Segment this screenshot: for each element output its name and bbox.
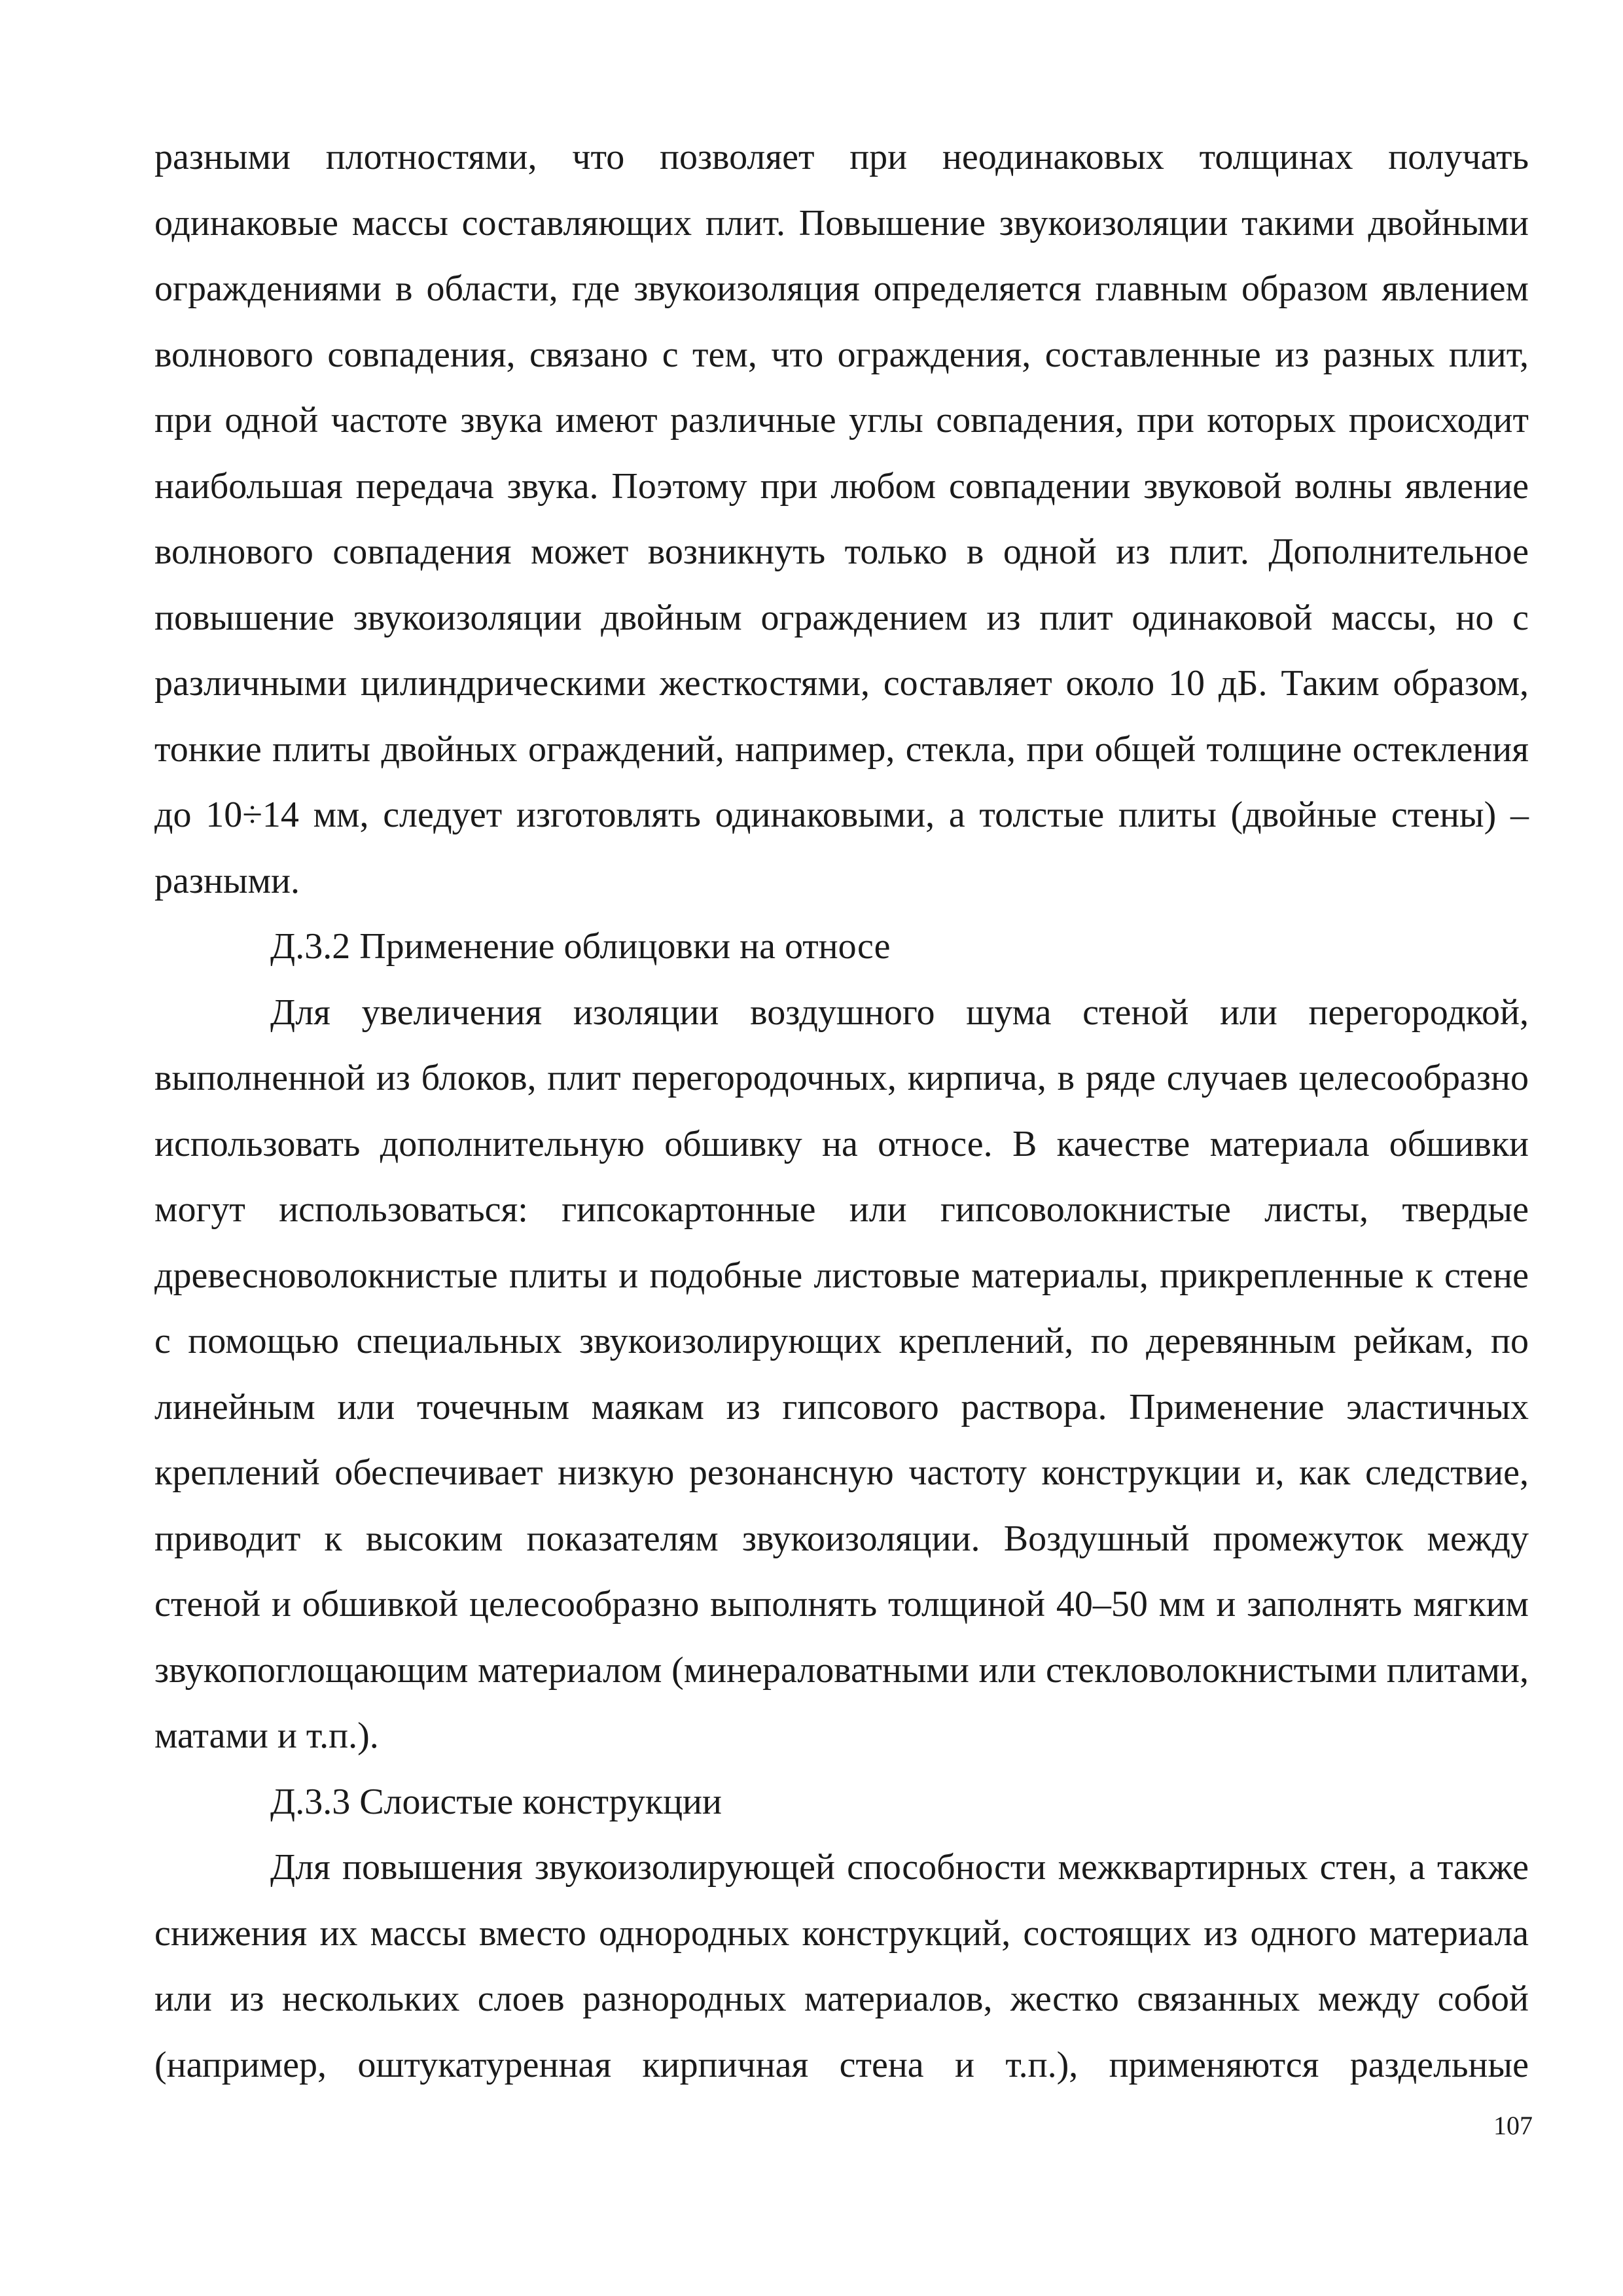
- page-number: 107: [1493, 2111, 1533, 2140]
- section-heading-d-3-2: Д.3.2 Применение облицовки на относе: [270, 926, 891, 967]
- section-heading-d-3-3: Д.3.3 Слоистые конструкции: [270, 1781, 722, 1822]
- paragraph-cladding: Для увеличения изоляции воздушного шума стеной или перегородкой, выполненной из блоков, плит перегородочных, кирпича, в ряде случаев целесообразно использовать дополнительную обшивку на относе. В качестве материала обшивки могут использоваться: гипсокартонные или гипсоволокнистые листы, твердые древесноволокнистые плиты и подобные листовые материалы, прикрепленные к стене с помощью специальных звукоизолирующих креплений, по деревянным рейкам, по линейным или точечным маякам из гипсового раствора. Применение эластичных креплений обеспечивает низкую резонансную частоту конструкции и, как следствие, приводит к высоким показателям звукоизоляции. Воздушный промежуток между стеной и обшивкой целесообразно выполнять толщиной 40–50 мм и заполнять мягким звукопоглощающим материалом (минераловатными или стекловолокнистыми плитами, матами и т.п.).: [154, 992, 1529, 1756]
- paragraph-double-barriers: разными плотностями, что позволяет при неодинаковых толщинах получать одинаковые массы составляющих плит. Повышение звукоизоляции такими двойными ограждениями в области, где звукоизоляция определяется главным образом явлением волнового совпадения, связано с тем, что ограждения, составленные из разных плит, при одной частоте звука имеют различные углы совпадения, при которых происходит наибольшая передача звука. Поэтому при любом совпадении звуковой волны явление волнового совпадения может возникнуть только в одной из плит. Дополнительное повышение звукоизоляции двойным ограждением из плит одинаковой массы, но с различными цилиндрическими жесткостями, составляет около 10 дБ. Таким образом, тонкие плиты двойных ограждений, например, стекла, при общей толщине остекления до 10÷14 мм, следует изготовлять одинаковыми, а толстые плиты (двойные стены) – разными.: [154, 137, 1529, 901]
- page-body: [154, 124, 1529, 2098]
- paragraph-layered-structures: Для повышения звукоизолирующей способности межквартирных стен, а также снижения их массы вместо однородных конструкций, состоящих из одного материала или из нескольких слоев разнородных материалов, жестко связанных между собой (например, оштукатуренная кирпичная стена и т.п.), применяются раздельные: [154, 1847, 1529, 2085]
